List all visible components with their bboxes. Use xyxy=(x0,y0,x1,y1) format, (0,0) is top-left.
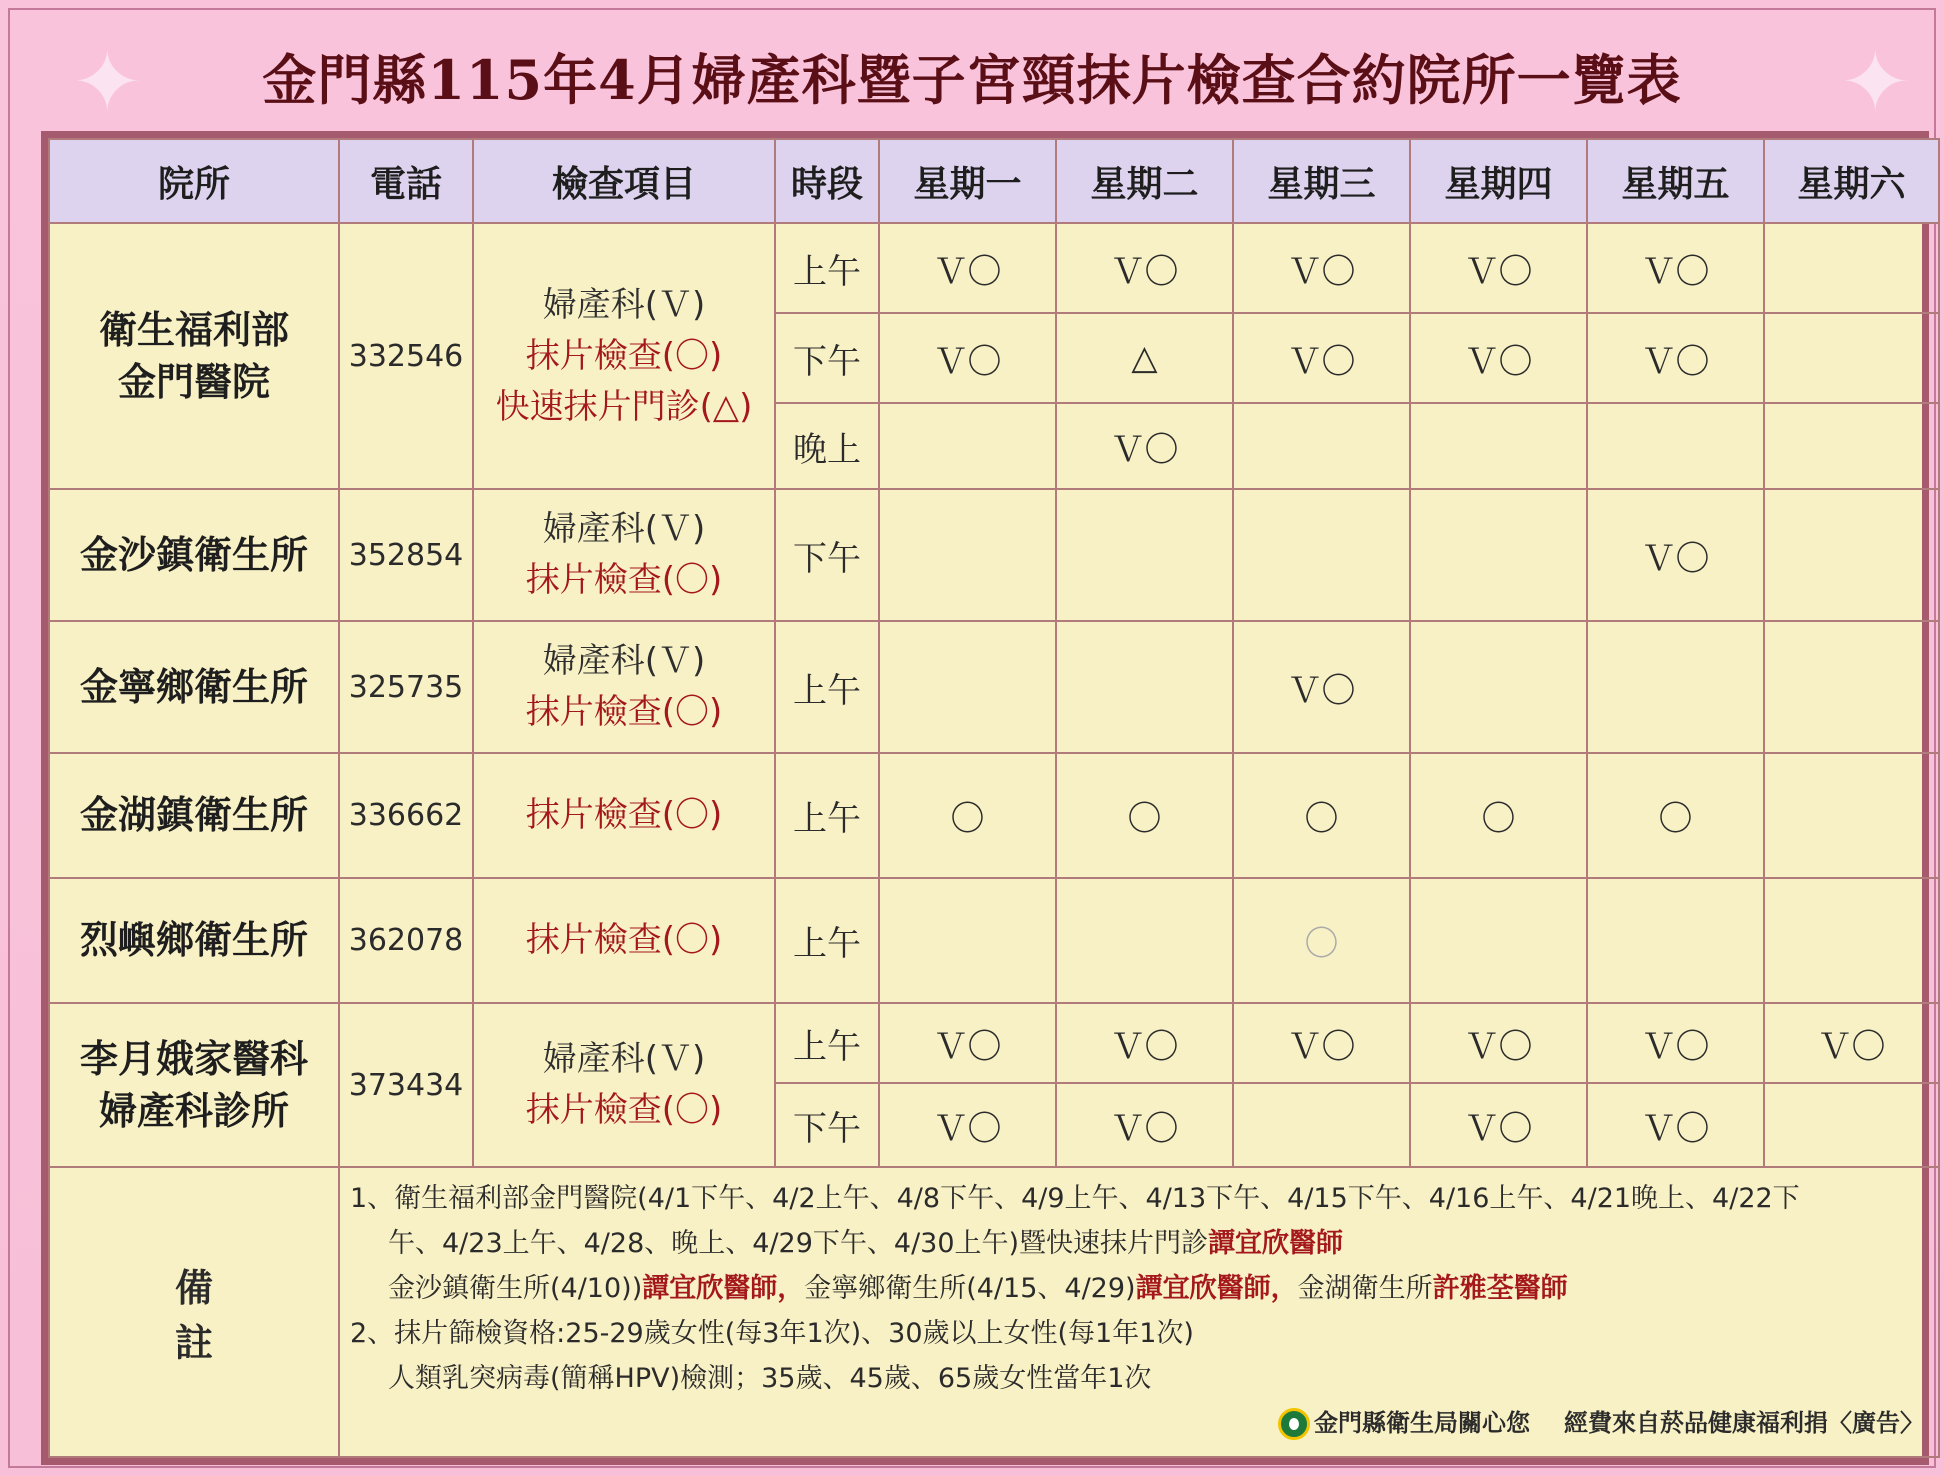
schedule-cell-wed: Ｖ〇 xyxy=(1233,1003,1410,1083)
doctor-name: 譚宜欣醫師， xyxy=(642,1273,805,1304)
schedule-cell-fri: Ｖ〇 xyxy=(1587,313,1764,403)
schedule-cell-thu xyxy=(1410,403,1587,489)
schedule-cell-mon: 〇 xyxy=(879,753,1056,878)
table-row xyxy=(49,878,1939,1003)
phone-number: 325735 xyxy=(339,621,473,753)
schedule-cell-sat: Ｖ〇 xyxy=(1764,1003,1939,1083)
schedule-cell-tue xyxy=(1056,621,1233,753)
schedule-cell-mon xyxy=(879,489,1056,621)
schedule-cell-tue: Ｖ〇 xyxy=(1056,403,1233,489)
period-label: 上午 xyxy=(775,223,879,313)
footer xyxy=(1278,1401,1924,1446)
note-2-line-1: 2、抹片篩檢資格:25-29歲女性(每3年1次)、30歲以上女性(每1年1次) xyxy=(350,1318,1194,1349)
header-thu: 星期四 xyxy=(1410,139,1587,223)
header-mon: 星期一 xyxy=(879,139,1056,223)
table-row xyxy=(49,223,1939,313)
item-smear: 抹片檢查(〇) xyxy=(525,560,723,600)
schedule-cell-wed xyxy=(1233,489,1410,621)
check-items xyxy=(473,753,775,878)
clinic-name: 金湖鎮衛生所 xyxy=(49,753,339,878)
period-label: 下午 xyxy=(775,1083,879,1167)
clinic-name: 金寧鄉衛生所 xyxy=(49,621,339,753)
schedule-cell-wed: 〇 xyxy=(1233,878,1410,1003)
item-smear: 抹片檢查(〇) xyxy=(525,335,723,376)
clinic-name-line1: 李月娥家醫科 xyxy=(79,1036,308,1081)
period-label: 下午 xyxy=(775,313,879,403)
schedule-cell-mon xyxy=(879,621,1056,753)
schedule-cell-sat xyxy=(1764,403,1939,489)
check-items xyxy=(473,621,775,753)
schedule-cell-tue: △ xyxy=(1056,313,1233,403)
schedule-cell-fri: Ｖ〇 xyxy=(1587,1083,1764,1167)
schedule-cell-fri: Ｖ〇 xyxy=(1587,489,1764,621)
clinic-name: 金沙鎮衛生所 xyxy=(49,489,339,621)
item-obgyn: 婦產科(Ｖ) xyxy=(542,509,706,549)
notes-row xyxy=(49,1167,1939,1457)
schedule-cell-wed xyxy=(1233,403,1410,489)
period-label: 上午 xyxy=(775,621,879,753)
schedule-cell-fri: Ｖ〇 xyxy=(1587,1003,1764,1083)
clinic-name: 烈嶼鄉衛生所 xyxy=(49,878,339,1003)
note-text: 金寧鄉衛生所(4/15、4/29) xyxy=(804,1273,1136,1304)
schedule-cell-sat xyxy=(1764,489,1939,621)
schedule-cell-wed: Ｖ〇 xyxy=(1233,223,1410,313)
schedule-cell-tue xyxy=(1056,878,1233,1003)
header-fri: 星期五 xyxy=(1587,139,1764,223)
item-obgyn: 婦產科(Ｖ) xyxy=(542,1039,706,1079)
schedule-cell-tue: Ｖ〇 xyxy=(1056,1003,1233,1083)
header-row xyxy=(49,139,1939,223)
item-smear: 抹片檢查(〇) xyxy=(525,920,723,960)
schedule-cell-thu xyxy=(1410,489,1587,621)
schedule-cell-sat xyxy=(1764,621,1939,753)
header-period: 時段 xyxy=(775,139,879,223)
check-items xyxy=(473,489,775,621)
check-items xyxy=(473,223,775,489)
header-items: 檢查項目 xyxy=(473,139,775,223)
note-2-line-2: 人類乳突病毒(簡稱HPV)檢測；35歲、45歲、65歲女性當年1次 xyxy=(388,1363,1152,1394)
schedule-cell-fri: 〇 xyxy=(1587,753,1764,878)
schedule-cell-tue: 〇 xyxy=(1056,753,1233,878)
schedule-cell-mon xyxy=(879,403,1056,489)
footer-org: 金門縣衛生局關心您 xyxy=(1314,1409,1530,1437)
clinic-name-line1: 衛生福利部 xyxy=(98,307,289,352)
schedule-cell-fri xyxy=(1587,878,1764,1003)
schedule-cell-sat xyxy=(1764,313,1939,403)
phone-number: 332546 xyxy=(339,223,473,489)
table-row xyxy=(49,489,1939,621)
table-row xyxy=(49,1003,1939,1083)
header-tue: 星期二 xyxy=(1056,139,1233,223)
phone-number: 362078 xyxy=(339,878,473,1003)
schedule-cell-tue: Ｖ〇 xyxy=(1056,1083,1233,1167)
clinic-name-line2: 婦產科診所 xyxy=(98,1089,289,1133)
table-row xyxy=(49,621,1939,753)
doctor-name: 譚宜欣醫師， xyxy=(1135,1273,1298,1304)
sparkle-icon: ✦ xyxy=(1840,33,1911,131)
footer-funding: 經費來自菸品健康福利捐〈廣告〉 xyxy=(1564,1409,1924,1437)
header-phone: 電話 xyxy=(339,139,473,223)
note-text: 金湖衛生所 xyxy=(1297,1273,1433,1304)
note-text: 金沙鎮衛生所(4/10)) xyxy=(388,1273,643,1304)
clinic-name-line2: 金門醫院 xyxy=(117,360,270,404)
period-label: 上午 xyxy=(775,878,879,1003)
clinic-name xyxy=(49,1003,339,1167)
item-obgyn: 婦產科(Ｖ) xyxy=(542,641,706,681)
header-sat: 星期六 xyxy=(1764,139,1939,223)
schedule-cell-mon: Ｖ〇 xyxy=(879,1003,1056,1083)
schedule-cell-thu: Ｖ〇 xyxy=(1410,223,1587,313)
item-obgyn: 婦產科(Ｖ) xyxy=(542,284,706,325)
check-items xyxy=(473,878,775,1003)
notes-label: 備註 xyxy=(49,1167,339,1457)
period-label: 晚上 xyxy=(775,403,879,489)
schedule-cell-mon: Ｖ〇 xyxy=(879,223,1056,313)
schedule-cell-mon: Ｖ〇 xyxy=(879,313,1056,403)
schedule-cell-thu: 〇 xyxy=(1410,753,1587,878)
schedule-cell-thu xyxy=(1410,621,1587,753)
schedule-cell-mon xyxy=(879,878,1056,1003)
period-label: 上午 xyxy=(775,753,879,878)
schedule-cell-fri xyxy=(1587,403,1764,489)
sparkle-icon: ✦ xyxy=(72,33,143,131)
phone-number: 336662 xyxy=(339,753,473,878)
schedule-cell-fri: Ｖ〇 xyxy=(1587,223,1764,313)
schedule-cell-tue xyxy=(1056,489,1233,621)
item-smear: 抹片檢查(〇) xyxy=(525,692,723,732)
note-1-line-3 xyxy=(350,1266,1930,1311)
table-row xyxy=(49,753,1939,878)
schedule-cell-thu: Ｖ〇 xyxy=(1410,313,1587,403)
schedule-cell-thu xyxy=(1410,878,1587,1003)
schedule-cell-wed xyxy=(1233,1083,1410,1167)
clinic-name xyxy=(49,223,339,489)
note-1-line-2 xyxy=(350,1221,1930,1266)
schedule-cell-wed: Ｖ〇 xyxy=(1233,313,1410,403)
phone-number: 373434 xyxy=(339,1003,473,1167)
item-fast-smear: 快速抹片門診(△) xyxy=(495,386,753,427)
schedule-cell-sat xyxy=(1764,223,1939,313)
schedule-cell-mon: Ｖ〇 xyxy=(879,1083,1056,1167)
doctor-name: 許雅荃醫師 xyxy=(1432,1273,1568,1304)
schedule-cell-sat xyxy=(1764,878,1939,1003)
health-bureau-logo-icon xyxy=(1278,1408,1310,1440)
period-label: 下午 xyxy=(775,489,879,621)
period-label: 上午 xyxy=(775,1003,879,1083)
schedule-cell-sat xyxy=(1764,1083,1939,1167)
doctor-name: 譚宜欣醫師 xyxy=(1208,1228,1344,1259)
item-smear: 抹片檢查(〇) xyxy=(525,795,723,835)
schedule-cell-thu: Ｖ〇 xyxy=(1410,1083,1587,1167)
schedule-cell-wed: Ｖ〇 xyxy=(1233,621,1410,753)
schedule-cell-fri xyxy=(1587,621,1764,753)
schedule-cell-thu: Ｖ〇 xyxy=(1410,1003,1587,1083)
schedule-table xyxy=(41,131,1929,1465)
phone-number: 352854 xyxy=(339,489,473,621)
header-wed: 星期三 xyxy=(1233,139,1410,223)
header-clinic: 院所 xyxy=(49,139,339,223)
schedule-cell-sat xyxy=(1764,753,1939,878)
item-smear: 抹片檢查(〇) xyxy=(525,1090,723,1130)
check-items xyxy=(473,1003,775,1167)
notes-content xyxy=(339,1167,1939,1457)
note-1-line-1: 1、衛生福利部金門醫院(4/1下午、4/2上午、4/8下午、4/9上午、4/13下午、4/15下午、4/16上午、4/21晚上、4/22下 xyxy=(350,1183,1800,1214)
schedule-cell-wed: 〇 xyxy=(1233,753,1410,878)
note-text: 午、4/23上午、4/28、晚上、4/29下午、4/30上午)暨快速抹片門診 xyxy=(388,1228,1209,1259)
page-title: 金門縣115年4月婦產科暨子宮頸抹片檢查合約院所一覽表 xyxy=(262,48,1682,112)
schedule-cell-tue: Ｖ〇 xyxy=(1056,223,1233,313)
